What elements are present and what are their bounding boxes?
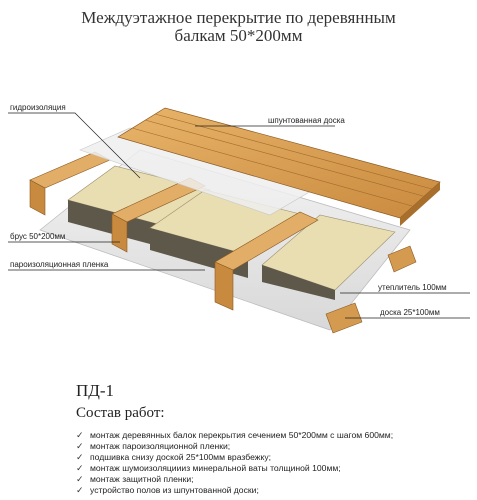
checkmark-icon: ✓ [76, 430, 84, 440]
construction-code: ПД-1 [76, 381, 115, 400]
list-item: ✓ монтаж пароизоляционной пленки; [76, 441, 231, 451]
checkmark-icon: ✓ [76, 474, 84, 484]
checkmark-icon: ✓ [76, 463, 84, 473]
diagram-title-line1: Междуэтажное перекрытие по деревянным [81, 8, 396, 27]
label-insulation: утеплитель 100мм [378, 283, 447, 292]
label-waterproofing: гидроизоляция [10, 103, 66, 112]
floor-construction-illustration [0, 60, 477, 375]
list-item: ✓ монтаж защитной пленки; [76, 474, 194, 484]
label-tongue-board: шпунтованная доска [268, 116, 345, 125]
list-item: ✓ монтаж деревянных балок перекрытия сечением 50*200мм с шагом 600мм; [76, 430, 394, 440]
label-beam: брус 50*200мм [10, 232, 66, 241]
label-board-bottom: доска 25*100мм [380, 308, 440, 317]
label-vapor-film: пароизоляционная пленка [10, 260, 109, 269]
checkmark-icon: ✓ [76, 441, 84, 451]
works-list [76, 430, 466, 496]
list-item: ✓ устройство полов из шпунтованной доски; [76, 485, 259, 495]
list-item: ✓ монтаж шумоизоляциииз минеральной ваты толщиной 100мм; [76, 463, 341, 473]
list-item: ✓ подшивка снизу доской 25*100мм вразбежку; [76, 452, 272, 462]
checkmark-icon: ✓ [76, 452, 84, 462]
diagram-title-line2: балкам 50*200мм [174, 26, 303, 45]
works-heading: Состав работ: [76, 405, 165, 421]
checkmark-icon: ✓ [76, 485, 84, 495]
